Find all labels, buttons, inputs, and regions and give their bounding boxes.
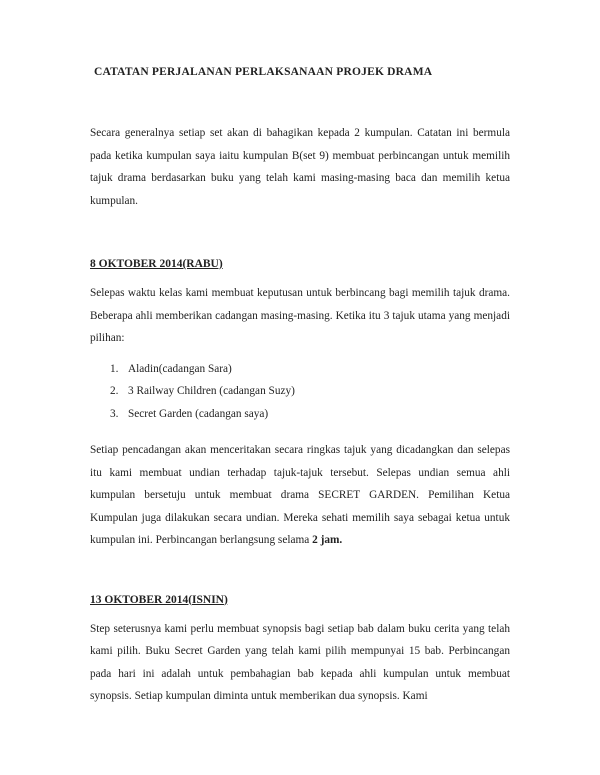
list-item-text: 3 Railway Children (cadangan Suzy) [128,385,295,397]
section-heading-8-oktober: 8 OKTOBER 2014(RABU) [90,258,223,270]
section2-paragraph-1: Step seterusnya kami perlu membuat synopsis bagi setiap bab dalam buku cerita yang telah kami pilih. Buku Secret Garden yang telah kami pilih mempunyai 15 bab. Perbincangan pada hari ini adalah untuk pembahagian bab kepada ahli kumpulan untuk membuat synopsis. Setiap kumpulan diminta untuk memberikan dua synopsis. Kami [90,622,510,702]
list-item-number: 2. [110,385,119,397]
section-heading-13-oktober: 13 OKTOBER 2014(ISNIN) [90,593,228,606]
list-item [90,358,510,381]
document-title: CATATAN PERJALANAN PERLAKSANAAN PROJEK DRAMA [94,66,433,78]
section1-paragraph-1: Selepas waktu kelas kami membuat keputusan untuk berbincang bagi memilih tajuk drama. Beberapa ahli memberikan cadangan masing-masing. Ketika itu 3 tajuk utama yang menjadi pilihan: [90,287,510,344]
list-item-number: 3. [110,407,119,420]
list-item [90,380,510,403]
section1-paragraph-2-text: Setiap pencadangan akan menceritakan secara ringkas tajuk yang dicadangkan dan selepas itu kami membuat undian terhadap tajuk-tajuk tersebut. Selepas undian semua ahli kumpulan bersetuju untuk membuat drama SECRET GARDEN. Pemilihan Ketua Kumpulan juga dilakukan secara undian. Mereka sehati memilih saya sebagai ketua untuk kumpulan ini. Perbincangan berlangsung selama [90,444,510,546]
duration-bold-text: 2 jam. [312,534,343,546]
list-item [90,403,510,426]
intro-paragraph: Secara generalnya setiap set akan di bahagikan kepada 2 kumpulan. Catatan ini bermula pada ketika kumpulan saya iaitu kumpulan B(set 9) membuat perbincangan untuk memilih tajuk drama berdasarkan buku yang telah kami masing-masing baca dan memilih ketua kumpulan. [90,127,510,207]
list-item-number: 1. [110,362,119,375]
section1-paragraph-2 [90,439,510,552]
list-item-text: Aladin(cadangan Sara) [128,362,232,375]
document-content [90,66,510,708]
list-item-text: Secret Garden (cadangan saya) [128,407,269,420]
title-options-list [90,358,510,426]
